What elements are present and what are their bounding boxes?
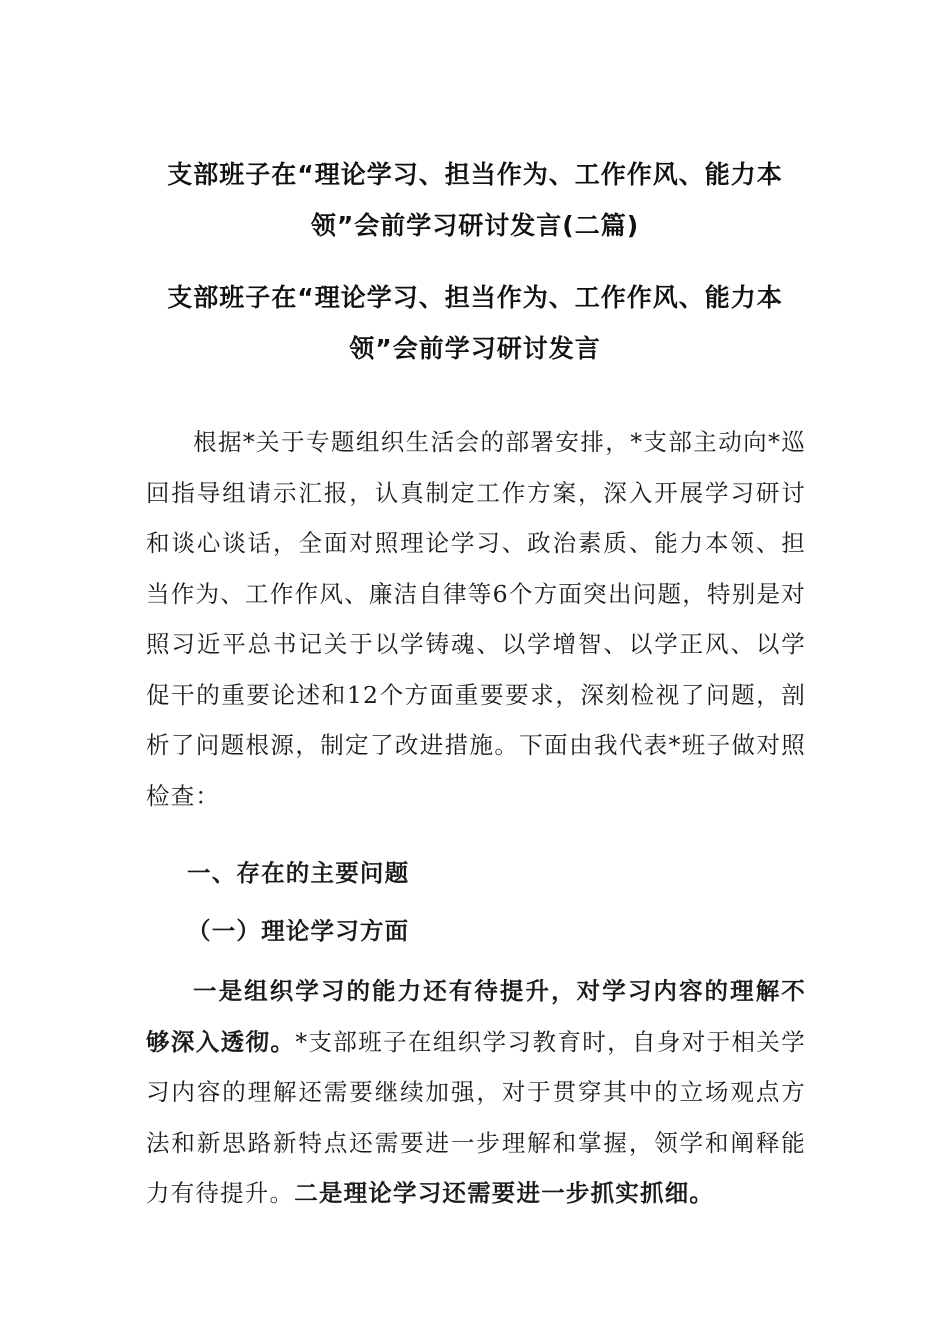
section-heading: 一、存在的主要问题 bbox=[187, 859, 410, 887]
problem-two-lead: 二是理论学习还需要进一步抓实抓细。 bbox=[294, 1179, 715, 1207]
main-title-line-2: 领”会前学习研讨发言(二篇) bbox=[310, 211, 640, 240]
intro-paragraph: 根据*关于专题组织生活会的部署安排，*支部主动向*巡回指导组请示汇报，认真制定工作方案，深入开展学习研讨和谈心谈话，全面对照理论学习、政治素质、能力本领、担当作为、工作作风、廉洁自律等6个方面突出问题，特别是对照习近平总书记关于以学铸魂、以学增智、以学正风、以学促干的重要论述和12个方面重要要求，深刻检视了问题，剖析了问题根源，制定了改进措施。下面由我代表*班子做对照检查： bbox=[146, 428, 806, 810]
problem-one-lead: 一是组织学习的能力还有待提升，对学习内容的理解不够深入透彻。 bbox=[146, 977, 806, 1056]
sub-title-line-2: 领”会前学习研讨发言 bbox=[349, 334, 601, 363]
problem-paragraph bbox=[146, 966, 806, 1219]
problem-one-body: *支部班子在组织学习教育时，自身对于相关学习内容的理解还需要继续加强，对于贯穿其中的立场观点方法和新思路新特点还需要进一步理解和掌握，领学和阐释能力有待提升。 bbox=[146, 1027, 807, 1207]
subsection-heading: （一）理论学习方面 bbox=[187, 917, 410, 945]
main-title-line-1: 支部班子在“理论学习、担当作为、工作作风、能力本 bbox=[167, 160, 783, 189]
sub-title-line-1: 支部班子在“理论学习、担当作为、工作作风、能力本 bbox=[167, 283, 783, 312]
